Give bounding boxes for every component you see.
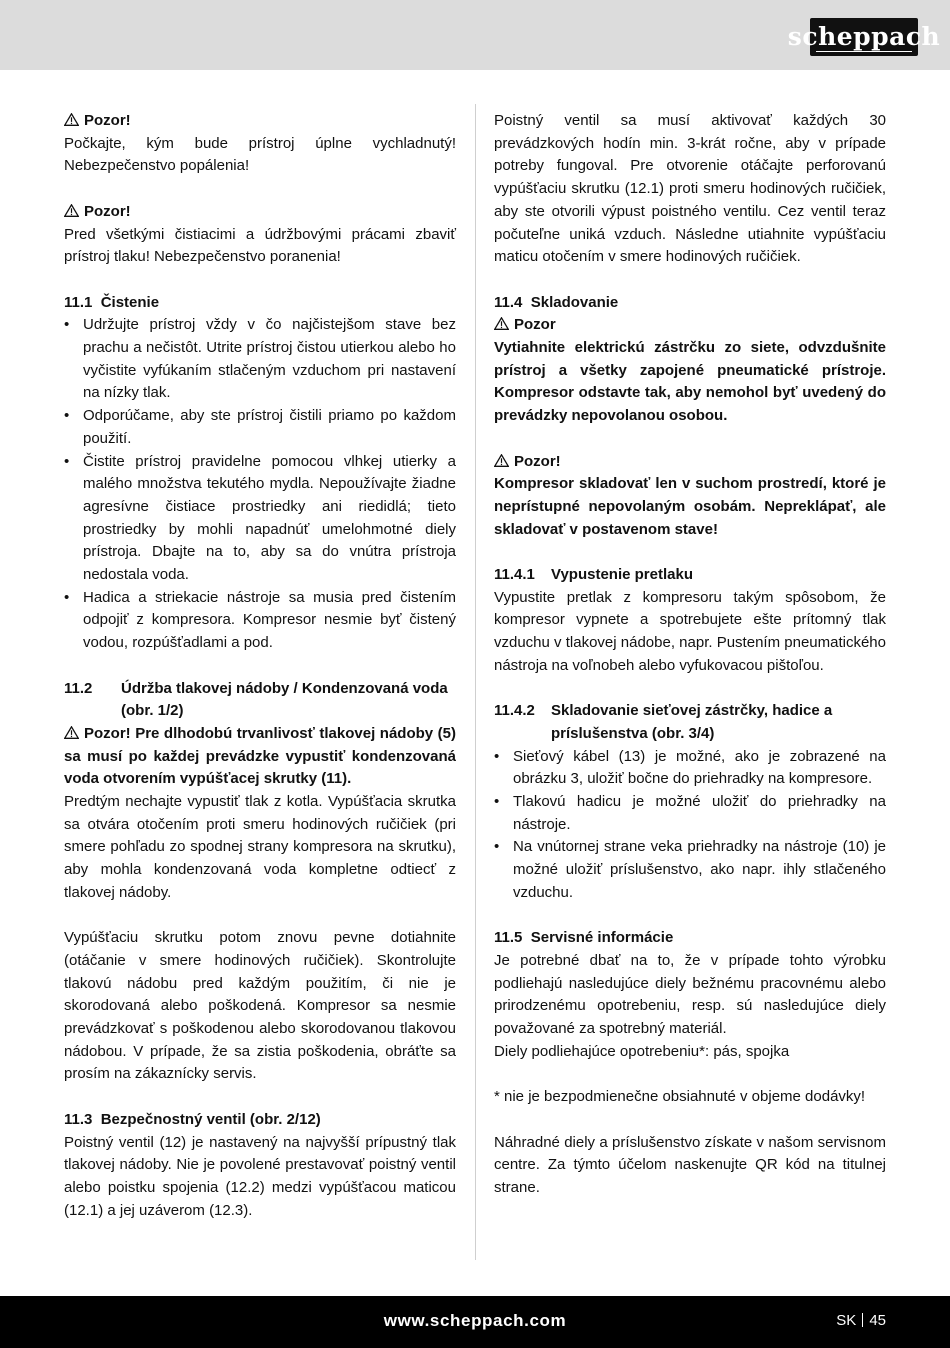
section-11-4-2-heading: [494, 700, 886, 745]
section-11-4-warning-heading: [494, 314, 886, 337]
section-11-4-1-title: Vypustenie pretlaku: [551, 566, 693, 584]
warning-triangle-icon: [494, 454, 509, 467]
section-11-2-warning: [64, 723, 456, 791]
warning-1-title: Pozor!: [84, 112, 131, 129]
list-item: • Udržujte prístroj vždy v čo najčistejšom stave bez prachu a nečistôt. Utrite prístroj čistou utierkou alebo ho vyčistite vyfúkaním stlačeným vzduchom pri nastavení na nízky tlak.: [64, 314, 456, 405]
section-11-5-text-1: Je potrebné dbať na to, že v prípade tohto výrobku podliehajú nasledujúce diely bežnému pracovnému alebo prirodzenému opotrebeniu, resp. sú nasledujúce diely považované za spotrebný materiál.: [494, 951, 886, 1038]
section-11-2-number: 11.2: [64, 679, 93, 697]
section-11-4-heading: [494, 292, 886, 315]
section-11-3-number: 11.3: [64, 1110, 93, 1128]
section-11-3-heading: [64, 1109, 456, 1132]
section-11-3-title: Bezpečnostný ventil (obr. 2/12): [100, 1110, 321, 1128]
list-item: • Odporúčame, aby ste prístroj čistili priamo po každom použití.: [64, 405, 456, 450]
section-11-2-warning-text: Pozor! Pre dlhodobú trvanlivosť tlakovej nádoby (5) sa musí po každej prevádzke vypustiť kondenzovaná voda otvorením vypúšťacej skrutky (11).: [64, 724, 456, 788]
warning-2-text: Pred všetkými čistiacimi a údržbovými prácami zbaviť prístroj tlaku! Nebezpečenstvo poranenia!: [64, 225, 456, 266]
list-item: • Čistite prístroj pravidelne pomocou vlhkej utierky a malého množstva tekutého mydla. Nepoužívajte žiadne agresívne čistiace prostriedky ani riedidlá; tieto prostriedky by mohli napadnúť umelohmotné diely prístroja. Dbajte na to, aby sa do vnútra prístroja nedostala voda.: [64, 451, 456, 587]
section-11-1-list: [64, 314, 456, 655]
section-11-5-note: * nie je bezpodmienečne obsiahnuté v objeme dodávky!: [494, 1088, 866, 1106]
section-11-2-text-1: Predtým nechajte vypustiť tlak z kotla. Vypúšťacia skrutka sa otvára otočením proti smeru hodinových ručičiek (pri smere pohľadu zo spodnej strany kompresora na skrutku), aby mohla kondenzovaná voda kompletne odtiecť z tlakovej nádoby.: [64, 793, 456, 901]
section-11-1-title: Čistenie: [100, 293, 160, 311]
section-11-4-1-text: Vypustite pretlak z kompresoru takým spôsobom, že kompresor vypnete a spotrebujete ešte prítomný tlak vzduchu v tlakovej nádobe, napr. Pustením pneumatického nástroja na voľnobeh alebo vyfukovacou pištoľou.: [494, 588, 886, 674]
section-11-4-number: 11.4: [494, 293, 523, 311]
section-11-1-number: 11.1: [64, 293, 93, 311]
warning-triangle-icon: [494, 317, 509, 330]
list-item: • Hadica a striekacie nástroje sa musia pred čistením odpojiť z kompresora. Kompresor nesmie byť čistený vodou, rozpúšťadlami a pod.: [64, 587, 456, 655]
section-11-4-2-list: [494, 746, 886, 905]
section-11-4-warning-2-heading: [494, 451, 886, 474]
warning-1-text: Počkajte, kým bude prístroj úplne vychladnutý! Nebezpečenstvo popálenia!: [64, 134, 456, 175]
warning-1-heading: [64, 110, 456, 133]
safety-valve-intro: Poistný ventil sa musí aktivovať každých 30 prevádzkových hodín min. 3-krát ročne, aby v prípade potreby fungoval. Pre otvorenie otáčajte perforovanú vypúšťaciu skrutku (12.1) proti smeru hodinových ručičiek, aby ste otvorili výpust poistného ventilu. Cez ventil teraz počuteľne uniká vzduch. Následne utiahnite vypúšťaciu maticu otočením v smere hodinových ručičiek.: [494, 112, 886, 266]
section-11-1-heading: [64, 292, 456, 315]
section-11-5-title: Servisné informácie: [530, 929, 674, 947]
language-code: SK: [836, 1312, 857, 1329]
column-divider: [475, 104, 476, 1260]
section-11-3-text: Poistný ventil (12) je nastavený na najvyšší prípustný tlak tlakovej nádoby. Nie je povolené prestavovať poistný ventil alebo poistku spojenia (12.2) medzi vypúšťacou maticou (12.1) a jej uzáverom (12.3).: [64, 1133, 456, 1219]
section-11-4-1-number: 11.4.1: [494, 566, 535, 584]
section-11-5-number: 11.5: [494, 929, 523, 947]
section-11-4-warning-title: Pozor: [514, 316, 556, 334]
left-column: [64, 110, 456, 1222]
section-11-4-warning-text: Vytiahnite elektrickú zástrčku zo siete, odvzdušnite prístroj a všetky zapojené pneumatické prístroje. Kompresor odstavte tak, aby nemohol byť uvedený do prevádzky nepovolanou osobou.: [494, 339, 886, 425]
list-item: • Sieťový kábel (13) je možné, ako je zobrazené na obrázku 3, uložiť bočne do priehradky na kompresore.: [494, 746, 886, 791]
page-info: [836, 1310, 886, 1332]
section-11-5-text-3: Náhradné diely a príslušenstvo získate v našom servisnom centre. Za týmto účelom naskenujte QR kód na titulnej strane.: [494, 1133, 886, 1196]
warning-2-title: Pozor!: [84, 202, 131, 220]
warning-triangle-icon: [64, 726, 79, 739]
section-11-5-text-2: Diely podliehajúce opotrebeniu*: pás, spojka: [494, 1042, 790, 1060]
warning-2-heading: [64, 201, 456, 224]
warning-triangle-icon: [64, 113, 79, 126]
right-column: [494, 110, 886, 1200]
warning-triangle-icon: [64, 204, 79, 217]
section-11-4-2-title: Skladovanie sieťovej zástrčky, hadice a príslušenstva (obr. 3/4): [551, 702, 833, 742]
section-11-4-title: Skladovanie: [530, 293, 619, 311]
page-number: 45: [869, 1312, 886, 1329]
footer-band: [0, 1296, 950, 1348]
page-info-divider: [862, 1313, 863, 1327]
list-item: • Na vnútornej strane veka priehradky na nástroje (10) je možné uložiť príslušenstvo, ako napr. ihly stlačeného vzduchu.: [494, 836, 886, 904]
section-11-2-text-2: Vypúšťaciu skrutku potom znovu pevne dotiahnite (otáčanie v smere hodinových ručičiek). Skontrolujte tlakovú nádobu pred každým použitím, či nie je skorodovaná alebo poškodená. Kompresor sa nesmie prevádzkovať s poškodenou alebo skorodovanou tlakovou nádobou. V prípade, že sa zistia poškodenia, obráťte sa prosím na zákaznícky servis.: [64, 929, 456, 1083]
section-11-4-warning-2-title: Pozor!: [514, 452, 561, 470]
section-11-2-title: Údržba tlakovej nádoby / Kondenzovaná voda (obr. 1/2): [121, 679, 448, 720]
brand-logo: scheppach: [810, 18, 918, 56]
section-11-4-1-heading: [494, 564, 886, 587]
section-11-4-warning-2-text: Kompresor skladovať len v suchom prostredí, ktoré je neprístupné nepovolaným osobám. Nepreklápať, ale skladovať v postavenom stave!: [494, 475, 886, 538]
footer-url[interactable]: www.scheppach.com: [383, 1311, 567, 1330]
section-11-5-heading: [494, 927, 886, 950]
section-11-4-2-number: 11.4.2: [494, 702, 535, 720]
list-item: • Tlakovú hadicu je možné uložiť do priehradky na nástroje.: [494, 791, 886, 836]
section-11-2-heading: [64, 678, 456, 723]
